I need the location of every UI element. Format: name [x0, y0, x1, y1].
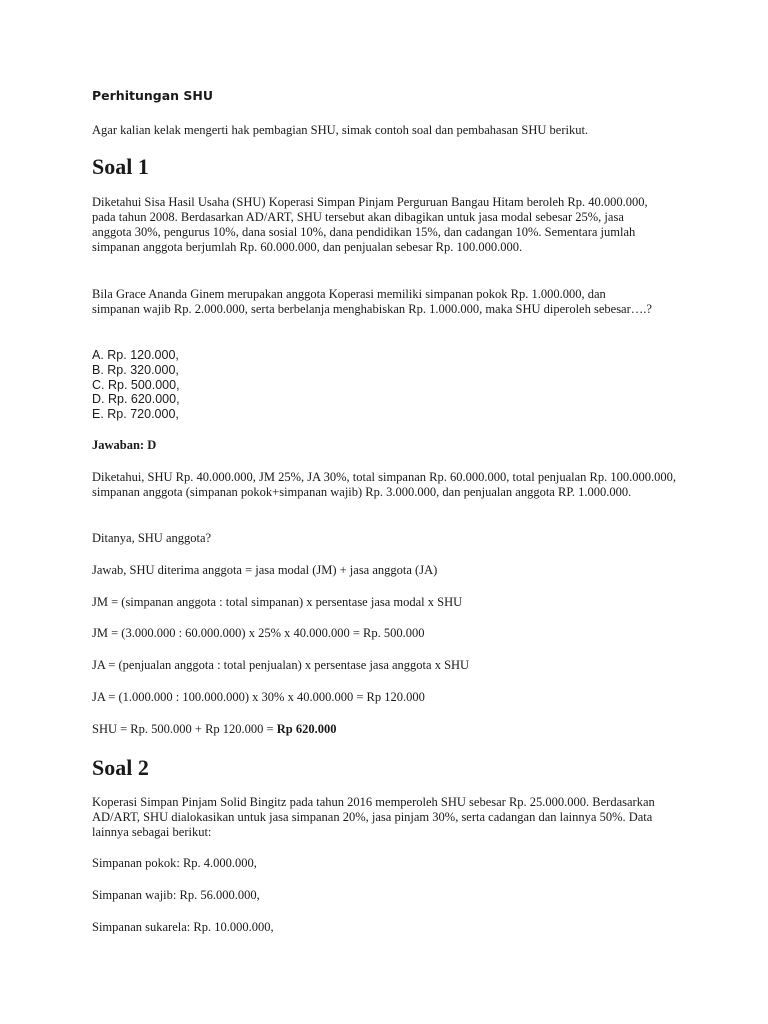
ja-formula: JA = (penjualan anggota : total penjualan) x persentase jasa anggota x SHU: [92, 658, 470, 672]
soal-1-paragraph-2: Bila Grace Ananda Ginem merupakan anggota Koperasi memiliki simpanan pokok Rp. 1.000.000, dan simpanan wajib Rp. 2.000.000, serta berbelanja menghabiskan Rp. 1.000.000, maka SHU diperoleh sebesar….?: [92, 287, 652, 316]
soal-1-paragraph-1: Diketahui Sisa Hasil Usaha (SHU) Koperasi Simpan Pinjam Perguruan Bangau Hitam beroleh Rp. 40.000.000, pada tahun 2008. Berdasarkan AD/ART, SHU tersebut akan dibagikan untuk jasa modal sebesar 25%, jasa anggota 30%, pengurus 10%, dana sosial 10%, dana pendidikan 15%, dan cadangan 10%. Sementara jumlah simpanan anggota berjumlah Rp. 60.000.000, dan penjualan sebesar Rp. 100.000.000.: [92, 195, 648, 254]
option-b: B. Rp. 320.000,: [92, 362, 179, 377]
solution-intro: Jawab, SHU diterima anggota = jasa modal (JM) + jasa anggota (JA): [92, 563, 438, 577]
asked-paragraph: Ditanya, SHU anggota?: [92, 531, 212, 545]
shu-result-line: [92, 722, 336, 737]
soal-2-heading: Soal 2: [92, 755, 149, 780]
option-d: D. Rp. 620.000,: [92, 392, 180, 407]
soal-1-heading: Soal 1: [92, 154, 149, 179]
document-title: Perhitungan SHU: [92, 88, 214, 103]
ja-calculation: JA = (1.000.000 : 100.000.000) x 30% x 40.000.000 = Rp 120.000: [92, 690, 425, 704]
option-c: C. Rp. 500.000,: [92, 377, 180, 392]
option-e: E. Rp. 720.000,: [92, 407, 179, 422]
simpanan-pokok-line: Simpanan pokok: Rp. 4.000.000,: [92, 856, 257, 870]
known-paragraph: Diketahui, SHU Rp. 40.000.000, JM 25%, JA 30%, total simpanan Rp. 60.000.000, total penjualan Rp. 100.000.000, simpanan anggota (simpanan pokok+simpanan wajib) Rp. 3.000.000, dan penjualan anggota RP. 1.000.000.: [92, 470, 676, 499]
simpanan-sukarela-line: Simpanan sukarela: Rp. 10.000.000,: [92, 920, 274, 934]
simpanan-wajib-line: Simpanan wajib: Rp. 56.000.000,: [92, 888, 260, 902]
intro-paragraph: Agar kalian kelak mengerti hak pembagian SHU, simak contoh soal dan pembahasan SHU berikut.: [92, 123, 589, 137]
answer-options-list: [92, 348, 180, 422]
soal-2-paragraph-1: Koperasi Simpan Pinjam Solid Bingitz pada tahun 2016 memperoleh SHU sebesar Rp. 25.000.000. Berdasarkan AD/ART, SHU dialokasikan untuk jasa simpanan 20%, jasa pinjam 30%, serta cadangan dan lainnya 50%. Data lainnya sebagai berikut:: [92, 795, 655, 839]
jm-formula: JM = (simpanan anggota : total simpanan) x persentase jasa modal x SHU: [92, 595, 463, 609]
shu-result-prefix: SHU = Rp. 500.000 + Rp 120.000 =: [92, 722, 277, 736]
answer-label: Jawaban: D: [92, 438, 157, 452]
jm-calculation: JM = (3.000.000 : 60.000.000) x 25% x 40.000.000 = Rp. 500.000: [92, 626, 425, 640]
option-a: A. Rp. 120.000,: [92, 348, 179, 362]
shu-result-value: Rp 620.000: [276, 722, 337, 736]
